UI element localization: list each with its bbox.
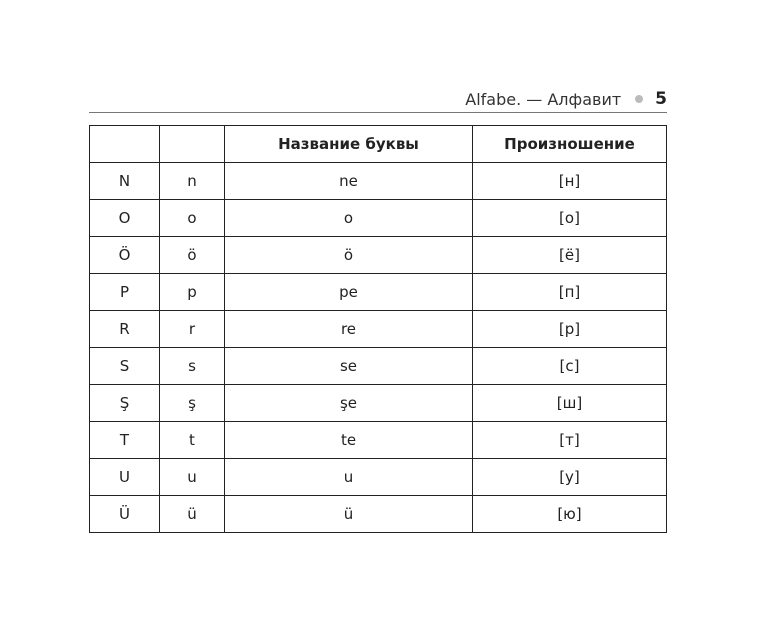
cell-uppercase: N (90, 163, 160, 200)
header-title: Alfabe. — Алфавит (465, 89, 622, 109)
table-header-row (90, 126, 667, 163)
page-header (89, 86, 667, 113)
table-row (90, 496, 667, 533)
cell-letter-name: u (225, 459, 473, 496)
header-content (465, 89, 667, 109)
table-row (90, 348, 667, 385)
table-row (90, 311, 667, 348)
table-row (90, 237, 667, 274)
table-row (90, 422, 667, 459)
cell-letter-name: te (225, 422, 473, 459)
cell-lowercase: ö (160, 237, 225, 274)
cell-pronunciation: [т] (473, 422, 667, 459)
alphabet-table (89, 125, 667, 533)
cell-lowercase: ş (160, 385, 225, 422)
cell-lowercase: p (160, 274, 225, 311)
cell-pronunciation: [н] (473, 163, 667, 200)
header-cell-pronunciation: Произношение (473, 126, 667, 163)
header-cell-letter-name: Название буквы (225, 126, 473, 163)
cell-uppercase: P (90, 274, 160, 311)
cell-letter-name: ö (225, 237, 473, 274)
cell-lowercase: u (160, 459, 225, 496)
cell-pronunciation: [ш] (473, 385, 667, 422)
cell-letter-name: ne (225, 163, 473, 200)
table-row (90, 200, 667, 237)
cell-pronunciation: [р] (473, 311, 667, 348)
table-row (90, 163, 667, 200)
cell-lowercase: ü (160, 496, 225, 533)
bullet-dot-icon (635, 95, 643, 103)
table-row (90, 459, 667, 496)
cell-lowercase: r (160, 311, 225, 348)
header-cell-lowercase (160, 126, 225, 163)
cell-letter-name: re (225, 311, 473, 348)
cell-pronunciation: [ё] (473, 237, 667, 274)
cell-letter-name: ü (225, 496, 473, 533)
cell-lowercase: s (160, 348, 225, 385)
cell-pronunciation: [у] (473, 459, 667, 496)
cell-letter-name: se (225, 348, 473, 385)
cell-uppercase: R (90, 311, 160, 348)
header-cell-uppercase (90, 126, 160, 163)
cell-pronunciation: [о] (473, 200, 667, 237)
cell-uppercase: T (90, 422, 160, 459)
table-row (90, 385, 667, 422)
cell-lowercase: n (160, 163, 225, 200)
cell-letter-name: şe (225, 385, 473, 422)
cell-uppercase: Ş (90, 385, 160, 422)
cell-uppercase: S (90, 348, 160, 385)
cell-uppercase: O (90, 200, 160, 237)
cell-uppercase: Ü (90, 496, 160, 533)
cell-pronunciation: [п] (473, 274, 667, 311)
cell-letter-name: pe (225, 274, 473, 311)
cell-lowercase: o (160, 200, 225, 237)
table-row (90, 274, 667, 311)
cell-pronunciation: [с] (473, 348, 667, 385)
page-number: 5 (655, 89, 667, 109)
cell-uppercase: Ö (90, 237, 160, 274)
cell-uppercase: U (90, 459, 160, 496)
cell-pronunciation: [ю] (473, 496, 667, 533)
cell-lowercase: t (160, 422, 225, 459)
cell-letter-name: o (225, 200, 473, 237)
